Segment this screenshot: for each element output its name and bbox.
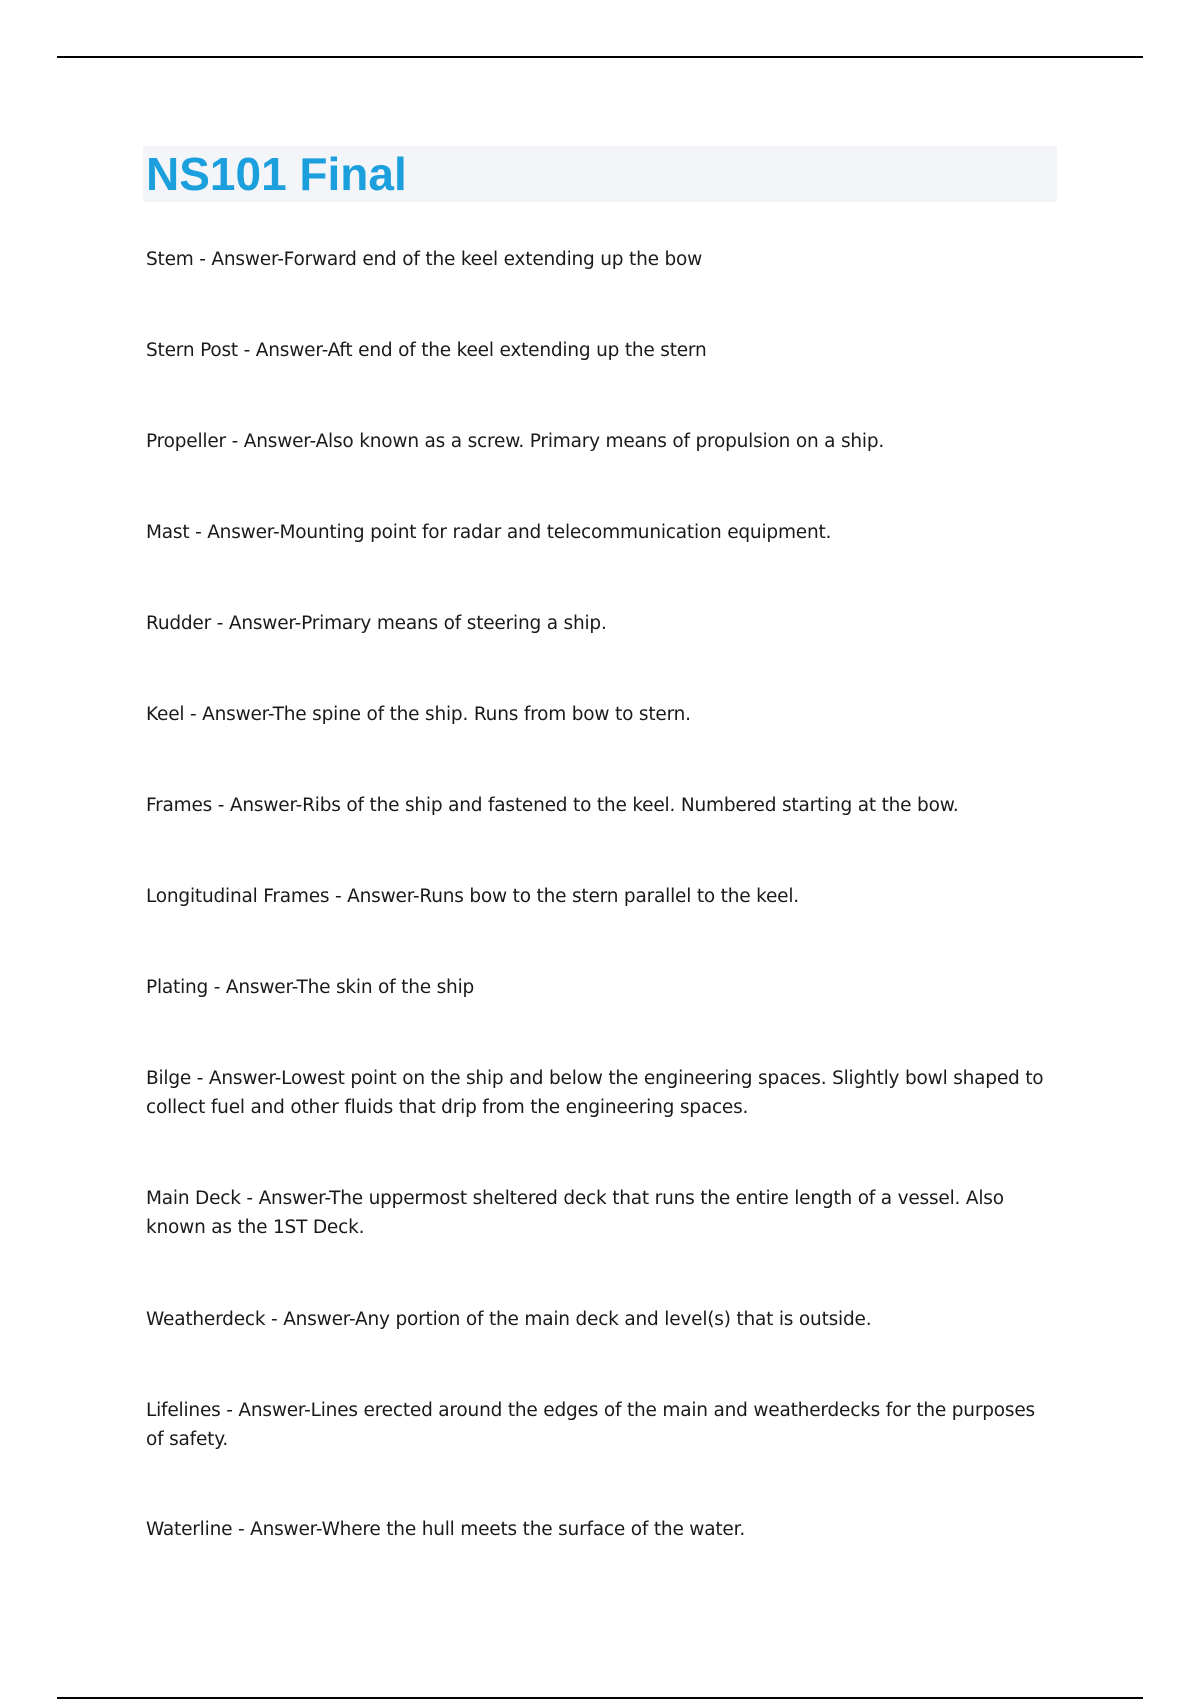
qa-entry-frames: Frames - Answer-Ribs of the ship and fastened to the keel. Numbered starting at the bow.: [146, 795, 959, 816]
qa-entry-main-deck: Main Deck - Answer-The uppermost sheltered deck that runs the entire length of a vessel. Also known as the 1ST Deck.: [146, 1188, 1004, 1238]
qa-entry-plating: Plating - Answer-The skin of the ship: [146, 977, 475, 998]
qa-entry-weatherdeck: Weatherdeck - Answer-Any portion of the main deck and level(s) that is outside.: [146, 1309, 872, 1330]
document-title: NS101 Final: [146, 148, 407, 200]
qa-entry-stem: Stem - Answer-Forward end of the keel extending up the bow: [146, 249, 703, 270]
qa-entry-rudder: Rudder - Answer-Primary means of steering a ship.: [146, 613, 607, 634]
top-rule: [57, 56, 1143, 58]
qa-entry-waterline: Waterline - Answer-Where the hull meets the surface of the water.: [146, 1519, 745, 1540]
qa-entry-stern-post: Stern Post - Answer-Aft end of the keel extending up the stern: [146, 340, 707, 361]
qa-entry-propeller: Propeller - Answer-Also known as a screw. Primary means of propulsion on a ship.: [146, 431, 885, 452]
qa-entry-bilge: Bilge - Answer-Lowest point on the ship and below the engineering spaces. Slightly bowl shaped to collect fuel and other fluids that drip from the engineering spaces.: [146, 1068, 1044, 1118]
qa-entry-keel: Keel - Answer-The spine of the ship. Runs from bow to stern.: [146, 704, 691, 725]
qa-entry-lifelines: Lifelines - Answer-Lines erected around the edges of the main and weatherdecks for the purposes of safety.: [146, 1400, 1035, 1450]
qa-entry-mast: Mast - Answer-Mounting point for radar and telecommunication equipment.: [146, 522, 832, 543]
bottom-rule: [57, 1697, 1143, 1699]
qa-entry-longitudinal-frames: Longitudinal Frames - Answer-Runs bow to the stern parallel to the keel.: [146, 886, 799, 907]
